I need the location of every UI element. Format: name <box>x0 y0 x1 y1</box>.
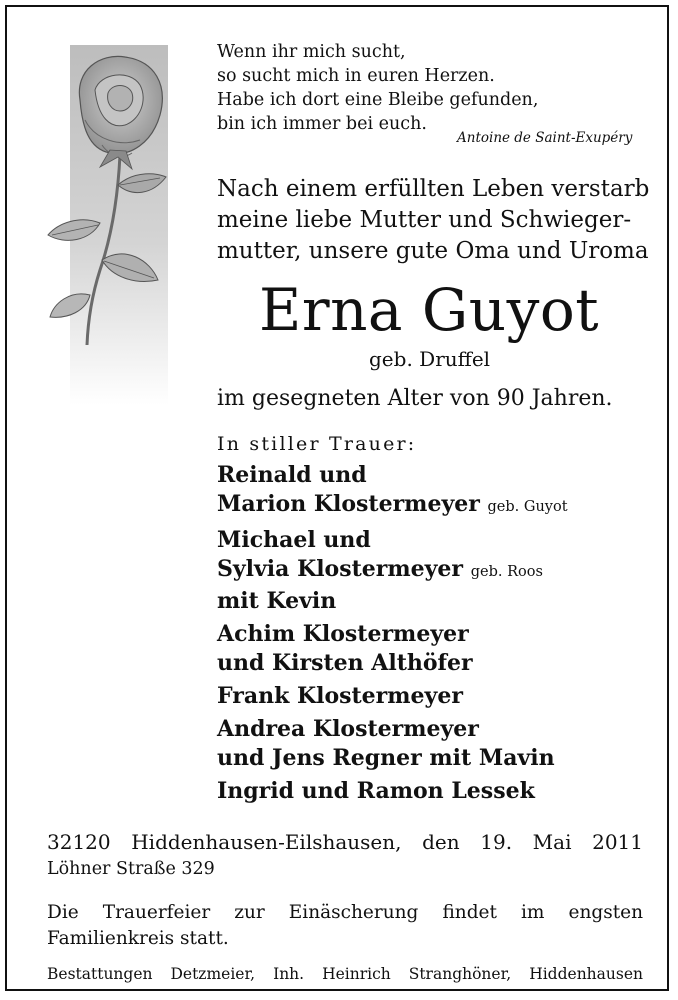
intro-line: mutter, unsere gute Oma und Uroma <box>217 238 649 264</box>
mourner-group <box>217 715 568 773</box>
mourner-line: Achim Klostermeyer <box>217 621 469 647</box>
mourning-heading: In stiller Trauer: <box>217 433 417 455</box>
birth-name: geb. Druffel <box>369 347 491 371</box>
intro-line: Nach einem erfüllten Leben verstarb <box>217 176 650 202</box>
rose-illustration-icon <box>40 45 168 405</box>
mourner-line: Ingrid und Ramon Lessek <box>217 778 535 804</box>
mourners-list <box>217 461 568 810</box>
maiden-name-note: geb. Guyot <box>487 499 568 515</box>
poem-line: so sucht mich in euren Herzen. <box>217 66 495 86</box>
mourner-group <box>217 682 568 711</box>
intro-line: meine liebe Mutter und Schwieger- <box>217 207 632 233</box>
mourner-line: und Jens Regner mit Mavin <box>217 745 555 771</box>
mourner-group <box>217 526 568 616</box>
intro-text <box>217 174 650 267</box>
mourner-line: mit Kevin <box>217 588 337 614</box>
poem-line: bin ich immer bei euch. <box>217 114 427 134</box>
mourner-group <box>217 777 568 806</box>
mourner-line: Frank Klostermeyer <box>217 683 463 709</box>
mourner-group <box>217 620 568 678</box>
deceased-name: Erna Guyot <box>259 276 600 344</box>
mourner-line: Sylvia Klostermeyer geb. Roos <box>217 556 543 582</box>
poem <box>217 40 538 136</box>
mourner-line: Michael und <box>217 527 371 553</box>
maiden-name-note: geb. Roos <box>470 564 543 580</box>
age-line: im gesegneten Alter von 90 Jahren. <box>217 386 613 411</box>
mourner-line: Marion Klostermeyer geb. Guyot <box>217 491 568 517</box>
poem-line: Wenn ihr mich sucht, <box>217 42 406 62</box>
obituary-frame <box>5 5 669 991</box>
place-date: 32120 Hiddenhausen-Eilshausen, den 19. Mai 2011 <box>47 830 643 854</box>
mourner-group <box>217 461 568 522</box>
mourner-line: Reinald und <box>217 462 367 488</box>
service-line: Familienkreis statt. <box>47 928 229 949</box>
undertaker-line: Bestattungen Detzmeier, Inh. Heinrich Stranghöner, Hiddenhausen <box>47 965 643 983</box>
poem-attribution: Antoine de Saint-Exupéry <box>457 130 633 146</box>
service-line: Die Trauerfeier zur Einäscherung findet im engsten <box>47 902 643 923</box>
mourner-line: Andrea Klostermeyer <box>217 716 479 742</box>
mourner-line: und Kirsten Althöfer <box>217 650 473 676</box>
street-address: Löhner Straße 329 <box>47 859 215 879</box>
funeral-service-note <box>47 900 643 952</box>
poem-line: Habe ich dort eine Bleibe gefunden, <box>217 90 539 110</box>
